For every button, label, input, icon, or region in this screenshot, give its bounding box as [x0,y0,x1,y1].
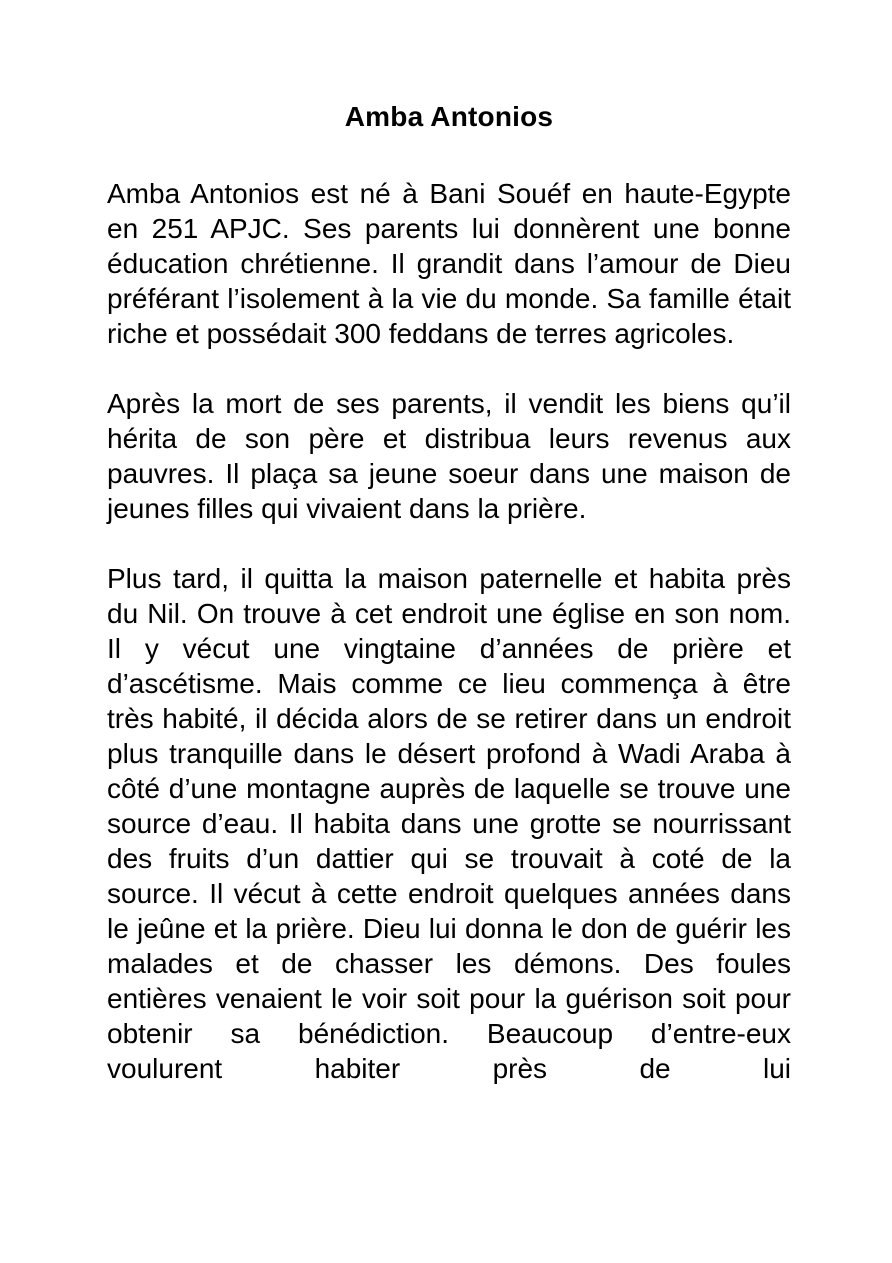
paragraph-3: Plus tard, il quitta la maison paternelle et habita près du Nil. On trouve à cet endroit une église en son nom. Il y vécut une vingtaine d’années de prière et d’ascétisme. Mais comme ce lieu commença à être très habité, il décida alors de se retirer dans un endroit plus tranquille dans le désert profond à Wadi Araba à côté d’une montagne auprès de laquelle se trouve une source d’eau. Il habita dans une grotte se nourrissant des fruits d’un dattier qui se trouvait à coté de la source. Il vécut à cette endroit quelques années dans le jeûne et la prière. Dieu lui donna le don de guérir les malades et de chasser les démons. Des foules entières venaient le voir soit pour la guérison soit pour obtenir sa bénédiction. Beaucoup d’entre-eux voulurent habiter près de lui [107,563,791,1084]
page-title: Amba Antonios [344,101,554,132]
document-text-column [107,0,791,1086]
paragraph-2: Après la mort de ses parents, il vendit les biens qu’il hérita de son père et distribua leurs revenus aux pauvres. Il plaça sa jeune soeur dans une maison de jeunes filles qui vivaient dans la prière. [107,388,791,524]
paragraph-1: Amba Antonios est né à Bani Souéf en haute-Egypte en 251 APJC. Ses parents lui donnèrent une bonne éducation chrétienne. Il grandit dans l’amour de Dieu préférant l’isolement à la vie du monde. Sa famille était riche et possédait 300 feddans de terres agricoles. [107,178,791,349]
